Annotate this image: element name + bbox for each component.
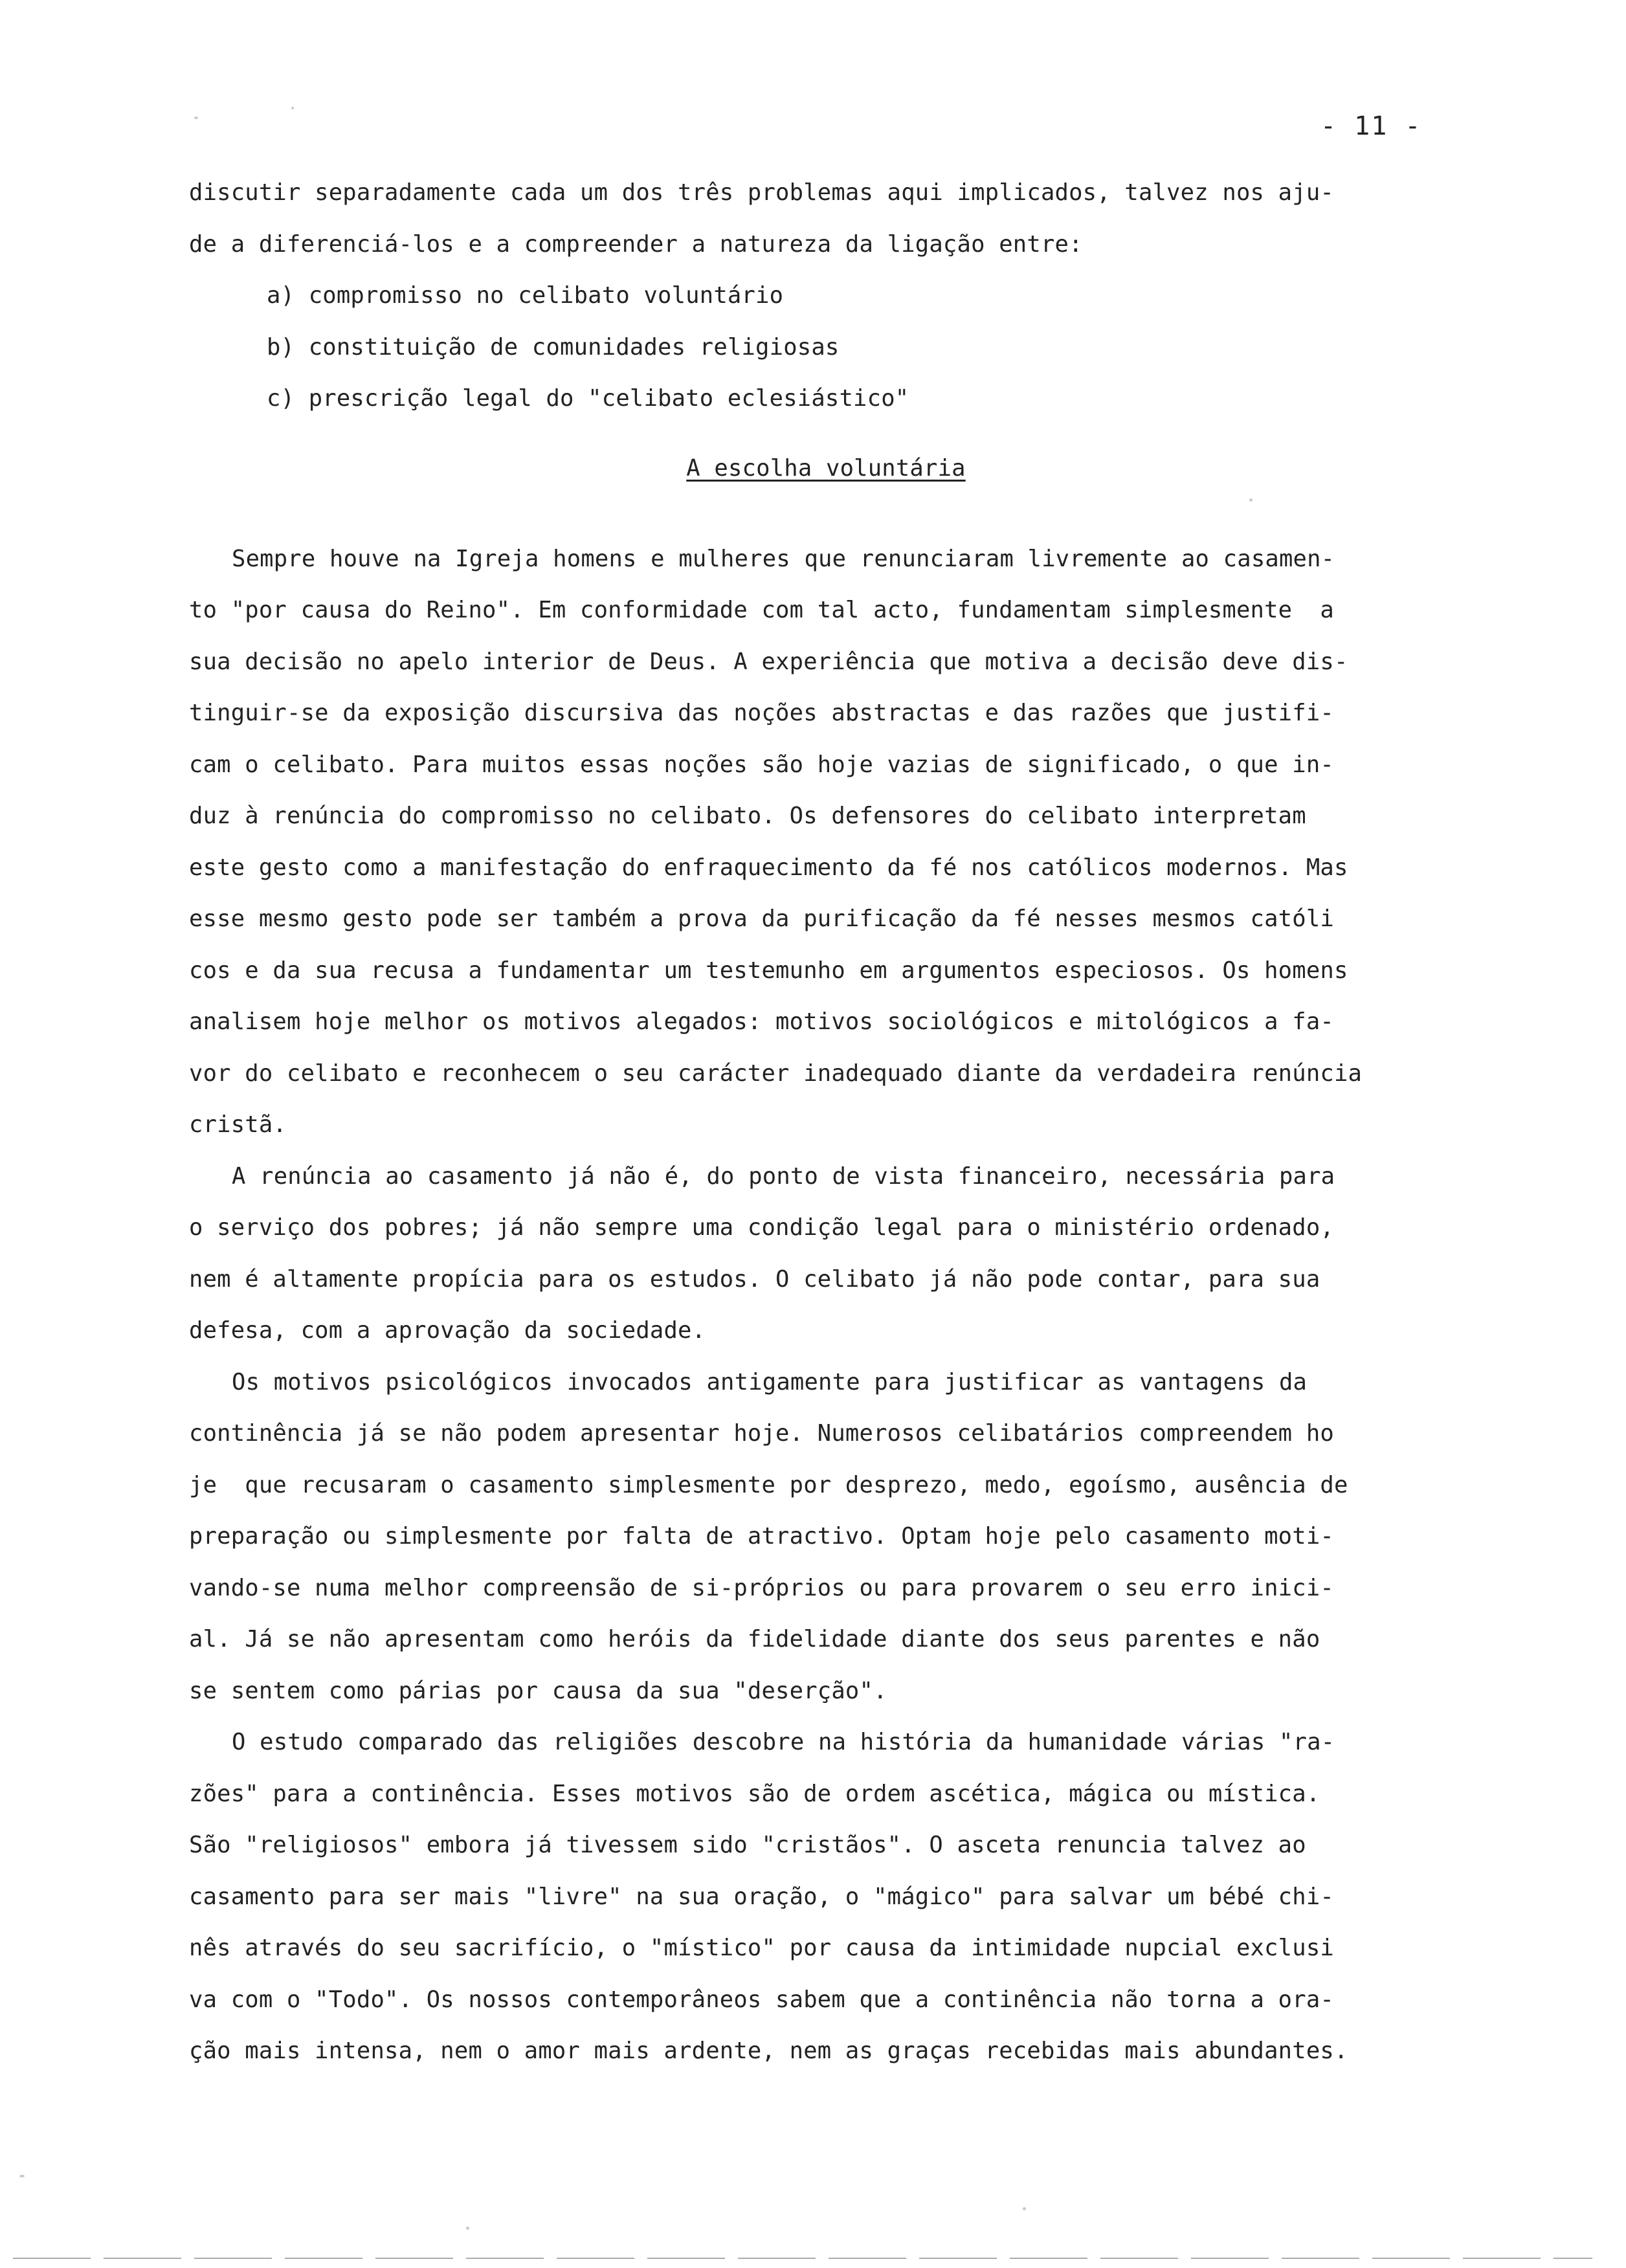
text-line: continência já se não podem apresentar hoje. Numerosos celibatários compreendem ho <box>189 1420 1334 1447</box>
text-line: preparação ou simplesmente por falta de atractivo. Optam hoje pelo casamento moti- <box>189 1523 1334 1550</box>
text-line: ção mais intensa, nem o amor mais ardente, nem as graças recebidas mais abundantes. <box>189 2038 1348 2064</box>
section-heading: A escolha voluntária <box>686 454 966 482</box>
text-line: tinguir-se da exposição discursiva das noções abstractas e das razões que justifi- <box>189 700 1334 726</box>
text-line: sua decisão no apelo interior de Deus. A experiência que motiva a decisão deve dis- <box>189 648 1348 675</box>
scan-speck <box>1023 2207 1026 2210</box>
paragraph-4 <box>189 1717 1463 2077</box>
text-line: je que recusaram o casamento simplesmente por desprezo, medo, egoísmo, ausência de <box>189 1471 1348 1498</box>
text-line: defesa, com a aprovação da sociedade. <box>189 1317 706 1344</box>
text-line: zões" para a continência. Esses motivos são de ordem ascética, mágica ou mística. <box>189 1780 1320 1807</box>
text-line: este gesto como a manifestação do enfraquecimento da fé nos católicos modernos. Mas <box>189 854 1348 881</box>
paragraph-1 <box>189 533 1463 1151</box>
text-line: cos e da sua recusa a fundamentar um testemunho em argumentos especiosos. Os homens <box>189 957 1348 984</box>
text-line: de a diferenciá-los e a compreender a natureza da ligação entre: <box>189 230 1083 258</box>
text-line: discutir separadamente cada um dos três problemas aqui implicados, talvez nos aju- <box>189 179 1334 206</box>
text-line: o serviço dos pobres; já não sempre uma condição legal para o ministério ordenado, <box>189 1214 1334 1241</box>
text-line: to "por causa do Reino". Em conformidade com tal acto, fundamentam simplesmente a <box>189 597 1334 623</box>
problem-list <box>189 270 1463 425</box>
text-line: duz à renúncia do compromisso no celibato. Os defensores do celibato interpretam <box>189 803 1306 829</box>
text-line: cam o celibato. Para muitos essas noções são hoje vazias de significado, o que in- <box>189 751 1334 778</box>
scan-speck <box>194 117 198 119</box>
list-item: b) constituição de comunidades religiosas <box>267 333 840 361</box>
text-line: va com o "Todo". Os nossos contemporâneos sabem que a continência não torna a ora- <box>189 1986 1334 2013</box>
text-line: vando-se numa melhor compreensão de si-próprios ou para provarem o seu erro inici- <box>189 1574 1334 1601</box>
text-line: vor do celibato e reconhecem o seu carácter inadequado diante da verdadeira renúncia <box>189 1060 1363 1087</box>
page-bottom-edge <box>13 2258 1592 2259</box>
text-line: O estudo comparado das religiões descobre na história da humanidade várias "ra- <box>232 1729 1335 1755</box>
scan-speck <box>1249 498 1253 502</box>
document-body <box>189 167 1463 2077</box>
text-line: Sempre houve na Igreja homens e mulheres que renunciaram livremente ao casamen- <box>232 545 1335 572</box>
paragraph-2 <box>189 1151 1463 1357</box>
section-heading-block <box>189 425 1463 502</box>
list-item: c) prescrição legal do "celibato eclesiástico" <box>267 385 909 412</box>
text-line: esse mesmo gesto pode ser também a prova da purificação da fé nesses mesmos católi <box>189 906 1334 932</box>
text-line: casamento para ser mais "livre" na sua oração, o "mágico" para salvar um bébé chi- <box>189 1883 1334 1910</box>
intro-paragraph <box>189 167 1463 270</box>
scan-speck <box>466 2227 469 2230</box>
text-line: analisem hoje melhor os motivos alegados: motivos sociológicos e mitológicos a fa- <box>189 1008 1334 1035</box>
text-line: nem é altamente propícia para os estudos. O celibato já não pode contar, para sua <box>189 1265 1320 1293</box>
text-line: se sentem como párias por causa da sua "deserção". <box>189 1677 887 1704</box>
text-line: Os motivos psicológicos invocados antigamente para justificar as vantagens da <box>232 1368 1308 1395</box>
scan-speck <box>291 107 294 109</box>
list-item: a) compromisso no celibato voluntário <box>267 282 784 309</box>
text-line: São "religiosos" embora já tivessem sido "cristãos". O asceta renuncia talvez ao <box>189 1832 1306 1858</box>
paragraph-3 <box>189 1357 1463 1717</box>
text-line: A renúncia ao casamento já não é, do ponto de vista financeiro, necessária para <box>232 1162 1335 1190</box>
text-line: nês através do seu sacrifício, o "místico" por causa da intimidade nupcial exclusi <box>189 1935 1334 1961</box>
page-number: - 11 - <box>1320 111 1422 141</box>
scan-speck <box>19 2175 25 2177</box>
text-line: al. Já se não apresentam como heróis da fidelidade diante dos seus parentes e não <box>189 1626 1320 1652</box>
text-line: cristã. <box>189 1111 287 1138</box>
